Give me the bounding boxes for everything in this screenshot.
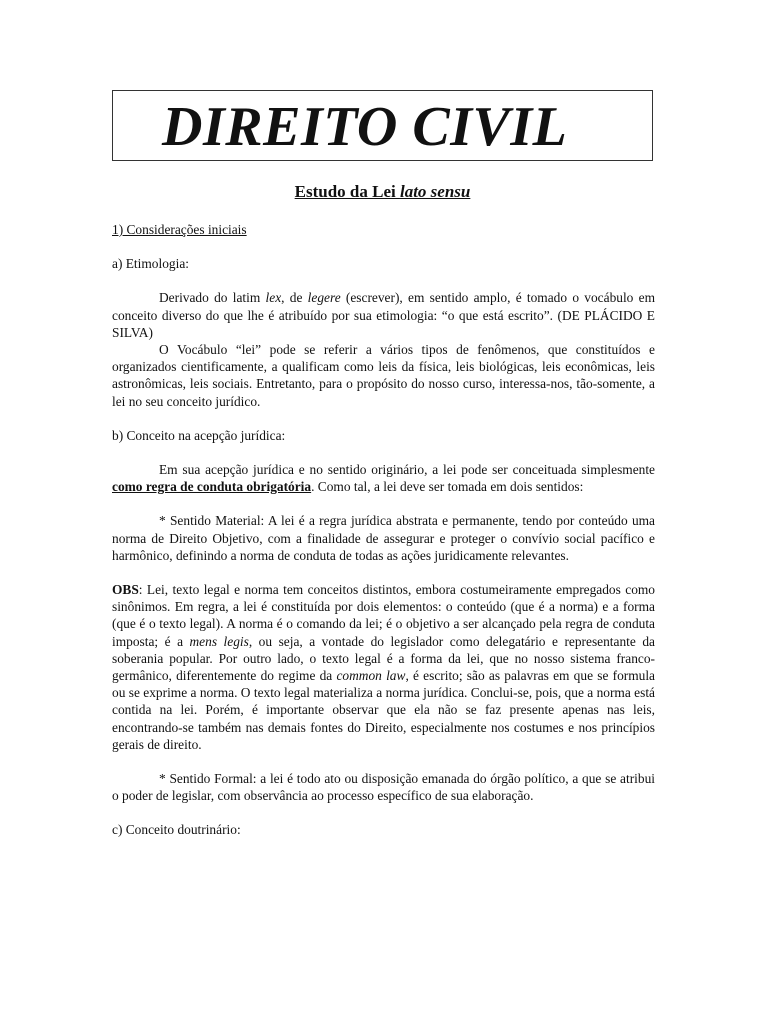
p1-legere: legere [307,290,341,306]
p1-text-c: (escrever), em sentido amplo, é tomado o vocábulo em conceito diverso do que lhe é atribuído por sua etimologia: “o que está escrito”. (DE PLÁCIDO E SILVA) [112,290,655,340]
p3-text-b: . Como tal, a lei deve ser tomada em dois sentidos: [311,479,584,495]
p3-bold-underlined: como regra de conduta obrigatória [112,479,312,495]
p1-lex: lex [265,290,282,306]
obs-text-a: : Lei, texto legal e norma tem conceitos distintos, embora costumeiramente empregados como sinônimos. Em regra, a lei é constituída por dois elementos: o conteúdo (que é a norma) e a forma (que é o texto legal). A norma é o comando da lei; é o objetivo a ser alcançado pela regra de conduta imposta; é a [112,582,655,649]
document-title: DIREITO CIVIL [162,96,568,158]
paragraph-etimologia [112,289,655,341]
document-body [112,221,655,856]
subheading-etimologia: a) Etimologia: [112,256,189,272]
section-heading-1: 1) Considerações iniciais [112,222,247,237]
subtitle-main: Estudo da Lei [294,182,400,201]
p1-text-a: Derivado do latim [159,290,266,306]
obs-text-b: , ou seja, a vontade do legislador como delegatário e representante da soberania popular. Por outro lado, o texto legal é a forma da lei, que no nosso sistema franco-germânico, diferentemente do regime da [112,633,655,684]
p1-text-b: , de [281,290,308,306]
paragraph-vocabulo-lei: O Vocábulo “lei” pode se referir a vários tipos de fenômenos, que constituídos e organizados cientificamente, a qualificam como leis da física, leis biológicas, leis econômicas, leis astronômicas, leis sociais. Entretanto, para o propósito do nosso curso, interessa-nos, tão-somente, a lei no seu conceito jurídico. [112,342,655,409]
title-box [112,90,653,161]
obs-text-c: , é escrito; são as palavras em que se formula ou se exprime a norma. O texto legal materializa a norma jurídica. Conclui-se, pois, que a norma está contida na lei. Porém, é importante observar que ela não se faz presente apenas nas leis, encontrando-se também nas demais fontes do Direito, especialmente nos costumes e nos princípios gerais de direito. [112,668,655,752]
subtitle-italic: lato sensu [399,182,471,201]
obs-mens-legis: mens legis [189,633,249,649]
paragraph-sentido-formal: * Sentido Formal: a lei é todo ato ou disposição emanada do órgão político, a que se atribui o poder de legislar, com observância ao processo específico de sua elaboração. [112,771,655,804]
paragraph-sentido-material: * Sentido Material: A lei é a regra jurídica abstrata e permanente, tendo por conteúdo uma norma de Direito Objetivo, com a finalidade de assegurar e proteger o convívio social pacífico e harmônico, definindo a norma de conduta de todas as ações juridicamente relevantes. [112,513,655,563]
document-subtitle [112,181,653,203]
paragraph-acepcao [112,461,655,495]
obs-label: OBS [112,582,139,598]
p3-text-a: Em sua acepção jurídica e no sentido originário, a lei pode ser conceituada simplesmente [159,462,655,478]
subheading-conceito-doutrinario: c) Conceito doutrinário: [112,822,241,838]
obs-common-law: common law [336,668,406,684]
subheading-conceito-juridico: b) Conceito na acepção jurídica: [112,427,286,443]
paragraph-obs [112,581,655,753]
